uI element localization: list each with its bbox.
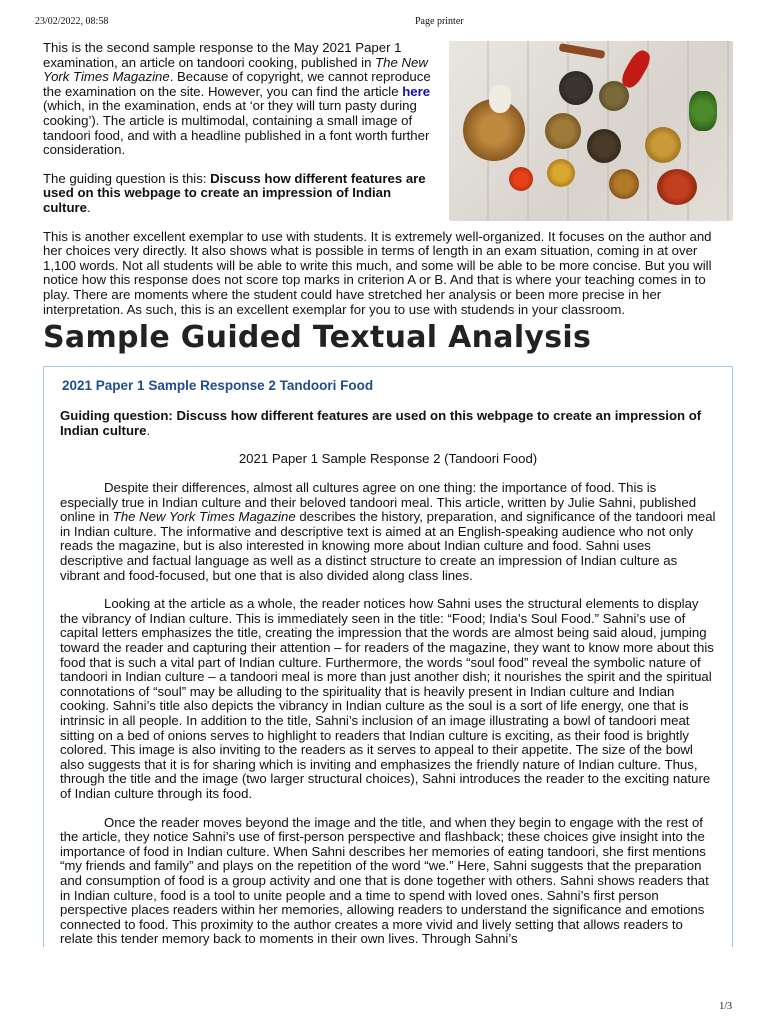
- intro-paragraph-3: This is another excellent exemplar to use with students. It is extremely well-organized. It focuses on the author and her choices very directly. It also shows what is possible in terms of length in an exam situation, coming in at over 1,100 words. Not all students will be able to write this much, and some will be able to be more concise. But you will notice how this response does not score top marks in criterion A or B. And that is where your teaching comes in to play. There are moments where the student could have stretched her analysis or been more precise in her interpretation. As such, this is an excellent exemplar for you to use with studends in your classroom.: [43, 228, 712, 317]
- response-title: 2021 Paper 1 Sample Response 2 Tandoori Food: [62, 377, 374, 393]
- guiding-question: Guiding question: Discuss how different features are used on this webpage to create an impression of Indian culture.: [60, 408, 702, 438]
- article-link[interactable]: here: [402, 83, 431, 99]
- response-subtitle: 2021 Paper 1 Sample Response 2 (Tandoori Food): [238, 451, 538, 467]
- response-paragraph-3: Once the reader moves beyond the image and the title, and when they begin to engage with the rest of the article, they notice Sahni’s use of first-person perspective and flashback; these choices give insight into the importance of food in Indian culture. When Sahni describes her memories of eating tandoori, she first mentions “my friends and family” and plays on the repetition of the word “we.” Here, Sahni suggests that the preparation and consumption of food is a group activity and one that is done together with others. Sahni shows readers that in Indian culture, food is a tool to unite people and a time to spend with loved ones. Sahni’s first person perspective places readers within her memories, allowing readers to understand the significance and emotions connected to food. This proximity to the author creates a more vivid and lively setting that allows readers to relate this tender memory back to moments in their own lives. Through Sahni’s: [60, 814, 709, 947]
- page-number: 1/3: [719, 1001, 732, 1012]
- sample-response-box: [43, 366, 733, 947]
- response-paragraph-2: Looking at the article as a whole, the reader notices how Sahni uses the structural elements to display the vibrancy of Indian culture. This is immediately seen in the title: “Food; India’s Soul Food.” Sahni’s use of capital letters emphasizes the title, creating the impression that the words are almost being said aloud, jumping toward the reader and capturing their attention – for readers of the magazine, they want to know more about this food that is such a vital part of Indian culture. Furthermore, the words “soul food” reveal the symbolic nature of tandoori in Indian culture – a tandoori meal is more than just another dish; it nourishes the spirit and the spiritual connotations of “soul” may be alluding to the spirituality that is heavily present in Indian culture and Indian cooking. Sahni’s title also depicts the vibrancy in Indian culture as the soul is a sort of life energy, one that is intrinsic in all people. In addition to the title, Sahni’s inclusion of an image illustrating a bowl of tandoori meat sitting on a bed of onions serves to highlight to readers that Indian culture is exciting, as their food is brightly colored. This image is also inviting to the readers as it serves to appeal to their appetite. The size of the bowl also suggests that it is for sharing which is inviting and emphasizes the friendly nature of Indian culture. Thus, through the title and the image (two larger structural choices), Sahni introduces the reader to the exciting nature of Indian culture through its food.: [60, 596, 714, 801]
- spices-image: [449, 41, 733, 221]
- intro-paragraph-1: This is the second sample response to the May 2021 Paper 1 examination, an article on tandoori cooking, published in The New York Times Magazine. Because of copyright, we cannot reproduce the examination on the site. However, you can find the article here (which, in the examination, ends at ‘or they will turn pasty during cooking’). The article is multimodal, containing a small image of tandoori food, and with a headline published in a font worth further consideration.: [43, 40, 431, 158]
- print-date: 23/02/2022, 08:58: [35, 16, 109, 27]
- page-heading: Sample Guided Textual Analysis: [43, 320, 592, 356]
- intro-paragraph-2: The guiding question is this: Discuss how different features are used on this webpage to create an impression of Indian culture.: [43, 170, 426, 215]
- print-title: Page printer: [415, 16, 464, 27]
- page-content: [43, 41, 733, 961]
- response-paragraph-1: Despite their differences, almost all cultures agree on one thing: the importance of food. This is especially true in Indian culture and their beloved tandoori meal. This article, written by Julie Sahni, published online in The New York Times Magazine describes the history, preparation, and significance of the tandoori meal in Indian culture. The informative and descriptive text is aimed at an English-speaking audience who not only reads the magazine, but is also interested in knowing more about Indian culture and food. Sahni uses descriptive and factual language as well as a distinct structure to create an impression of Indian culture as vibrant and food-focused, but one that is also divided along class lines.: [60, 480, 716, 583]
